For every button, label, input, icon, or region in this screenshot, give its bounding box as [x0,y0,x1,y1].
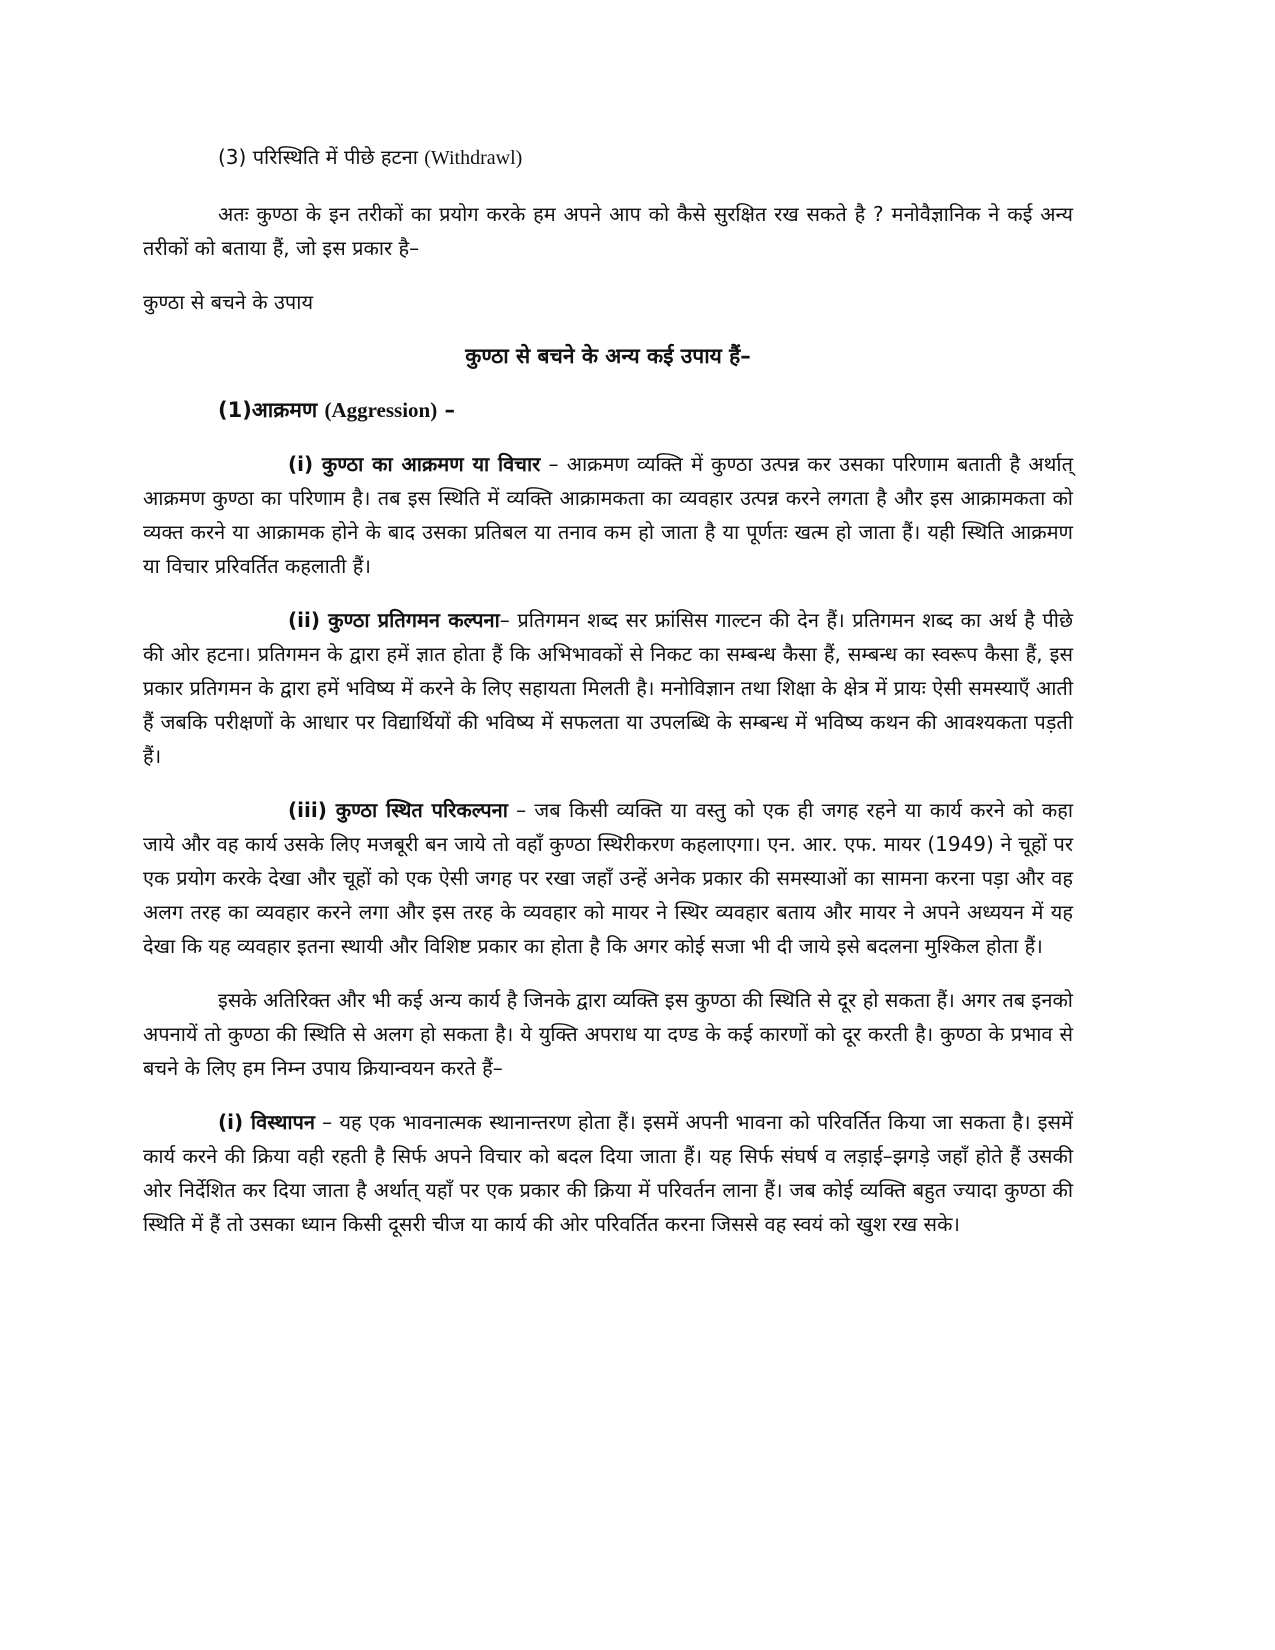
paragraph-aggression-thought [143,447,1073,583]
aggression-heading-prefix: (1)आक्रमण [218,398,318,422]
aggression-heading-suffix: – [437,398,456,422]
withdrawal-item-latin: (Withdrawl) [424,147,523,169]
paragraph-regression [143,603,1073,773]
paragraph-displacement-body: – यह एक भावनात्मक स्थानान्तरण होता हैं। इसमें अपनी भावना को परिवर्तित किया जा सकता है। इसमें कार्य करने की क्रिया वही रहती है सिर्फ अपने विचार को बदल दिया जाता हैं। यह सिर्फ संघर्ष व लड़ाई–झगड़े जहाँ होते हैं उसकी ओर निर्देशित कर दिया जाता है अर्थात् यहाँ पर एक प्रकार की क्रिया में परिवर्तन लाना हैं। जब कोई व्यक्ति बहुत ज्यादा कुण्ठा की स्थिति में हैं तो उसका ध्यान किसी दूसरी चीज या कार्य की ओर परिवर्तित करना जिससे वह स्वयं को खुश रख सके। [143,1110,1073,1236]
paragraph-displacement-title: (i) विस्थापन [218,1110,316,1134]
paragraph-fixation [143,793,1073,963]
remedy-label: कुण्ठा से बचने के उपाय [143,290,314,314]
paragraph-displacement [143,1105,1073,1241]
paragraph-regression-body: – प्रतिगमन शब्द सर फ्रांसिस गाल्टन की देन हैं। प्रतिगमन शब्द का अर्थ है पीछे की ओर हटना। प्रतिगमन के द्वारा हमें ज्ञात होता हैं कि अभिभावकों से निकट का सम्बन्ध कैसा हैं, सम्बन्ध का स्वरूप कैसा हैं, इस प्रकार प्रतिगमन के द्वारा हमें भविष्य में करने के लिए सहायता मिलती है। मनोविज्ञान तथा शिक्षा के क्षेत्र में प्रायः ऐसी समस्याएँ आती हैं जबकि परीक्षणों के आधार पर विद्यार्थियों की भविष्य में सफलता या उपलब्धि के सम्बन्ध में भविष्य कथन की आवश्यकता पड़ती हैं। [143,608,1073,768]
paragraph-fixation-title: (iii) कुण्ठा स्थित परिकल्पना [288,798,508,822]
paragraph-aggression-thought-body: – आक्रमण व्यक्ति में कुण्ठा उत्पन्न कर उसका परिणाम बताती है अर्थात् आक्रमण कुण्ठा का परिणाम है। तब इस स्थिति में व्यक्ति आक्रामकता का व्यवहार उत्पन्न करने लगता है और इस आक्रामकता को व्यक्त करने या आक्रामक होने के बाद उसका प्रतिबल या तनाव कम हो जाता है या पूर्णतः खत्म हो जाता हैं। यही स्थिति आक्रमण या विचार प्ररिवर्तित कहलाती हैं। [143,452,1073,578]
paragraph-regression-title: (ii) कुण्ठा प्रतिगमन कल्पना [288,608,500,632]
withdrawal-item [143,140,1073,175]
paragraph-fixation-body: – जब किसी व्यक्ति या वस्तु को एक ही जगह रहने या कार्य करने को कहा जाये और वह कार्य उसके लिए मजबूरी बन जाये तो वहाँ कुण्ठा स्थिरीकरण कहलाएगा। एन. आर. एफ. मायर (1949) ने चूहों पर एक प्रयोग करके देखा और चूहों को एक ऐसी जगह पर रखा जहाँ उन्हें अनेक प्रकार की समस्याओं का सामना करना पड़ा और वह अलग तरह का व्यवहार करने लगा और इस तरह के व्यवहार को मायर ने स्थिर व्यवहार बताय और मायर ने अपने अध्ययन में यह देखा कि यह व्यवहार इतना स्थायी और विशिष्ट प्रकार का होता है कि अगर कोई सजा भी दी जाये इसे बदलना मुश्किल होता हैं। [143,798,1073,958]
aggression-heading [143,393,1073,427]
aggression-heading-latin: (Aggression) [324,398,438,422]
paragraph-additional: इसके अतिरिक्त और भी कई अन्य कार्य है जिनके द्वारा व्यक्ति इस कुण्ठा की स्थिति से दूर हो सकता हैं। अगर तब इनको अपनायें तो कुण्ठा की स्थिति से अलग हो सकता है। ये युक्ति अपराध या दण्ड के कई कारणों को दूर करती है। कुण्ठा के प्रभाव से बचने के लिए हम निम्न उपाय क्रियान्वयन करते हैं– [143,988,1073,1080]
section-heading: कुण्ठा से बचने के अन्य कई उपाय हैं– [465,344,751,368]
paragraph-aggression-thought-title: (i) कुण्ठा का आक्रमण या विचार [288,452,541,476]
withdrawal-item-text: (3) परिस्थिति में पीछे हटना [218,145,418,169]
intro-paragraph: अतः कुण्ठा के इन तरीकों का प्रयोग करके हम अपने आप को कैसे सुरक्षित रख सकते है ? मनोवैज्ञानिक ने कई अन्य तरीकों को बताया हैं, जो इस प्रकार है– [143,202,1073,260]
document-page [143,140,1073,1261]
